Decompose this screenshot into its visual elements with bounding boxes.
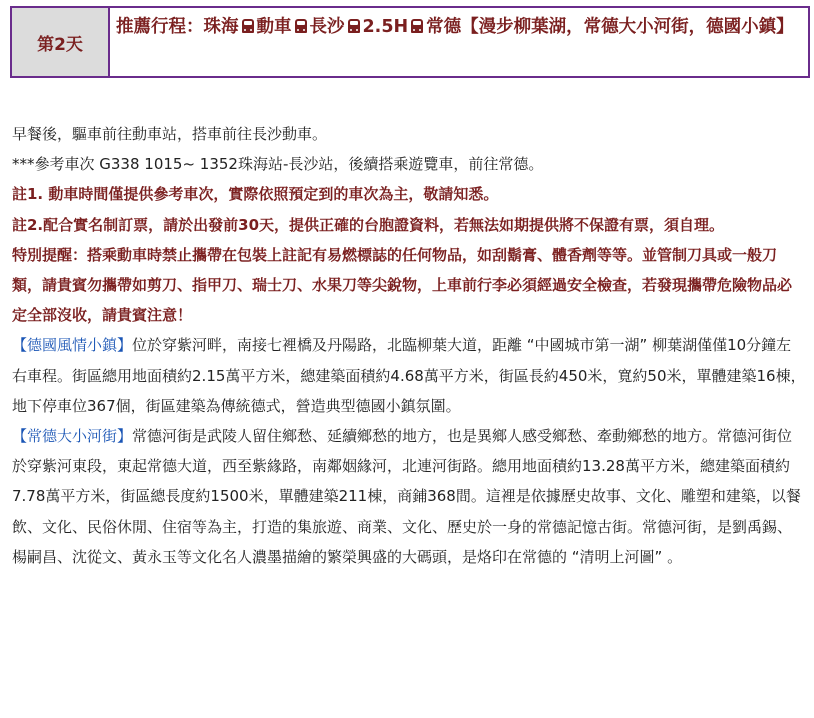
train-icon <box>411 19 423 33</box>
note-1: 註1. 動車時間僅提供參考車次，實際依照預定到的車次為主，敬請知悉。 <box>12 185 499 204</box>
train-icon <box>295 19 307 33</box>
special-reminder: 特別提醒：搭乘動車時禁止攜帶在包裝上註記有易燃標誌的任何物品，如刮鬍膏、體香劑等等。並管制刀具或一般刀類，請貴賓勿攜帶如剪刀、指甲刀、瑞士刀、水果刀等尖銳物，上車前行李必須經過安全檢查，若發現攜帶危險物品必定全部沒收，請貴賓注意！ <box>12 245 793 325</box>
route-seg3: 2.5H <box>362 17 409 37</box>
train-icon <box>348 19 360 33</box>
train-icon <box>242 19 254 33</box>
train-reference-line: ***參考車次 G338 1015~ 1352珠海站-長沙站，後續搭乘遊覽車，前往常德。 <box>12 155 544 174</box>
itinerary-content <box>12 119 806 572</box>
german-town-text: 位於穿紫河畔，南接七裡橋及丹陽路，北臨柳葉大道，距離 “中國城市第一湖” 柳葉湖僅僅10分鐘左右車程。街區總用地面積約2.15萬平方米，總建築面積約4.68萬平方米，街區長約450米，寬約50米，單體建築16棟，地下停車位367個，街區建築為傳統德式，營造典型德國小鎮氛圍。 <box>12 336 806 415</box>
route-seg1: 動車 <box>256 17 292 37</box>
day-label: 第2天 <box>12 8 110 76</box>
german-town-paragraph <box>12 330 806 421</box>
route-suffix: 常德【漫步柳葉湖，常德大小河街，德國小鎮】 <box>426 17 794 37</box>
german-town-tag: 【德國風情小鎮】 <box>12 336 133 355</box>
river-street-tag: 【常德大小河街】 <box>12 427 133 446</box>
route-prefix: 推薦行程：珠海 <box>116 17 239 37</box>
river-street-text: 常德河街是武陵人留住鄉愁、延續鄉愁的地方，也是異鄉人感受鄉愁、牽動鄉愁的地方。常德河街位於穿紫河東段，東起常德大道，西至紫緣路，南鄰姻緣河，北連河街路。總用地面積約13.28萬平方米，總建築面積約7.78萬平方米，街區總長度約1500米，單體建築211棟，商鋪368間。這裡是依據歷史故事、文化、雕塑和建築，以餐飲、文化、民俗休閒、住宿等為主，打造的集旅遊、商業、文化、歷史於一身的常德記憶古街。常德河街，是劉禹錫、楊嗣昌、沈從文、黃永玉等文化名人濃墨描繪的繁榮興盛的大碼頭，是烙印在常德的 “清明上河圖” 。 <box>12 427 801 566</box>
route-title <box>110 8 808 76</box>
day-header-table <box>10 6 810 78</box>
itinerary-line: 早餐後，驅車前往動車站，搭車前往長沙動車。 <box>12 125 328 143</box>
route-seg2: 長沙 <box>309 17 345 37</box>
note-2: 註2.配合實名制訂票，請於出發前30天，提供正確的台胞證資料，若無法如期提供將不保證有票，須自理。 <box>12 215 725 234</box>
river-street-paragraph <box>12 421 806 572</box>
